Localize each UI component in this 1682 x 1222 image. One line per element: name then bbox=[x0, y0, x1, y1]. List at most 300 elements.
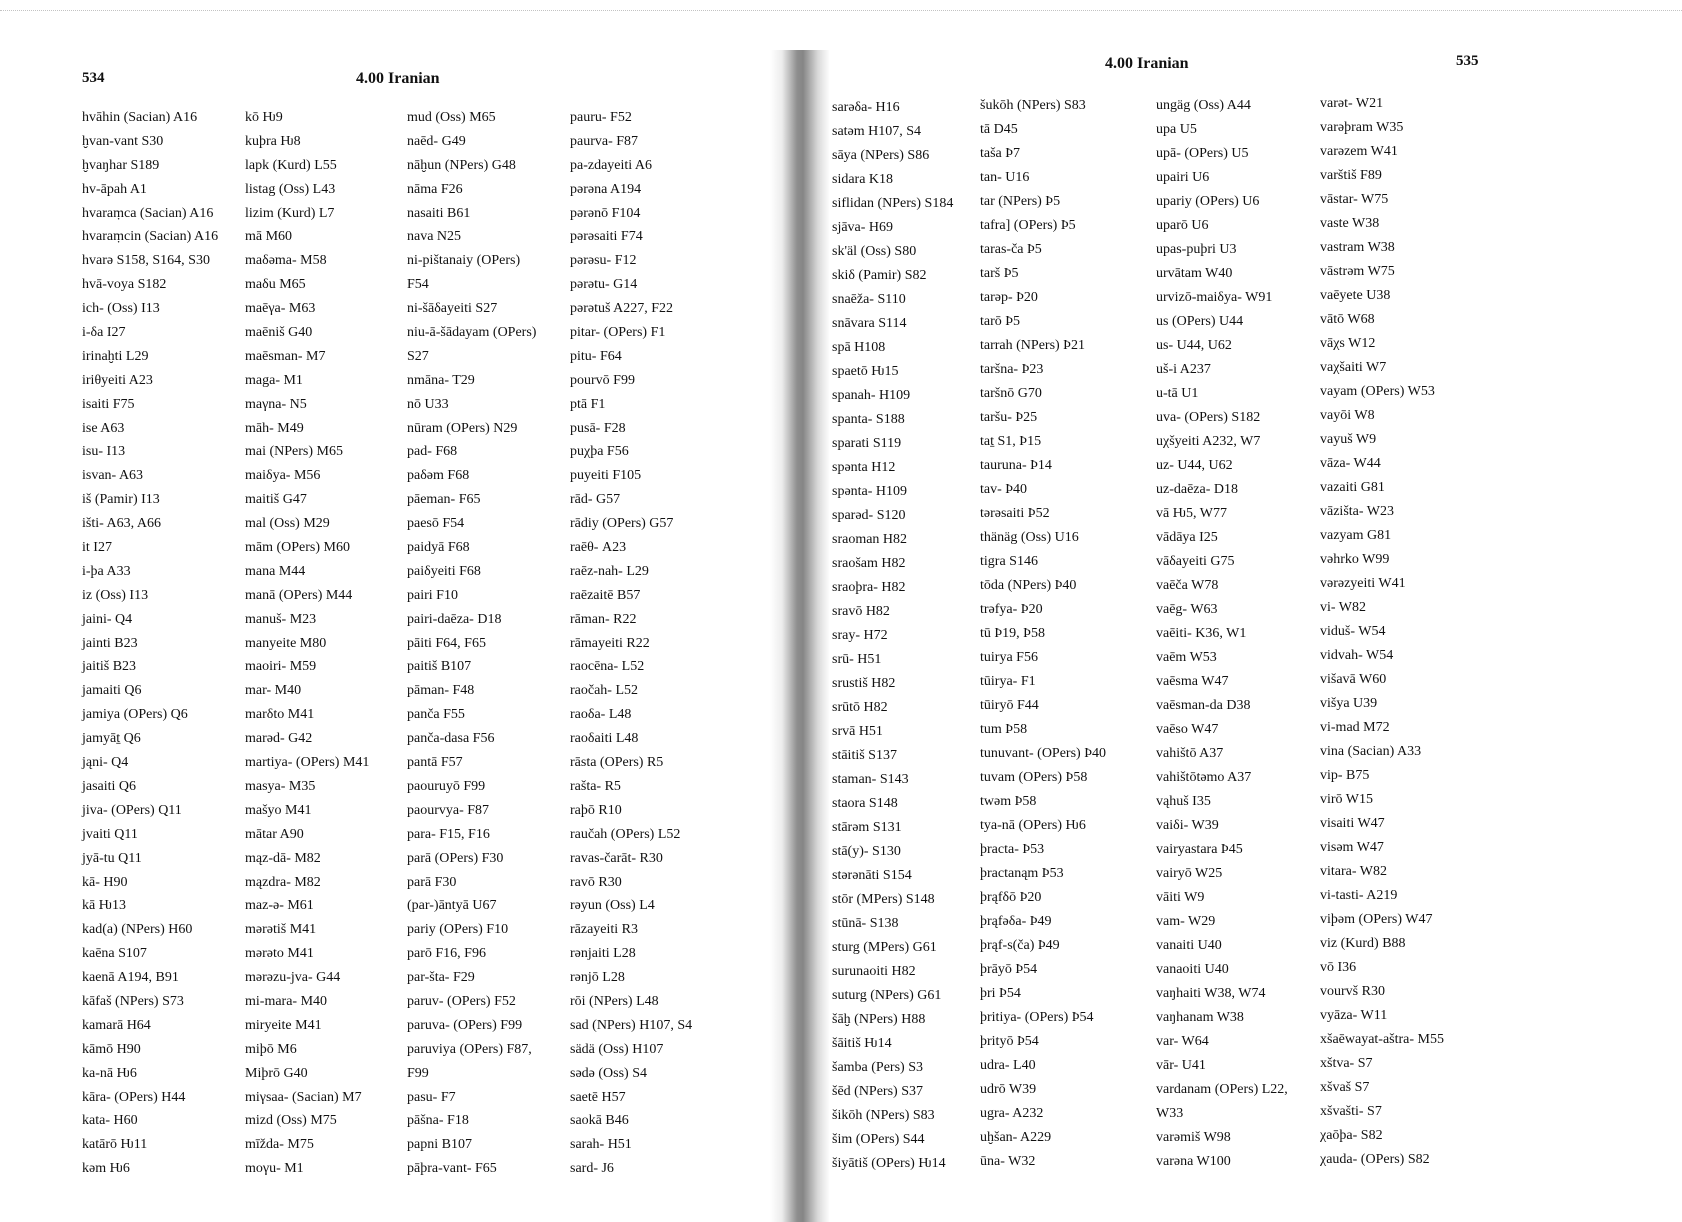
index-entry: tuirya F56 bbox=[980, 650, 1038, 665]
index-entry: vahištōtəmo A37 bbox=[1156, 770, 1252, 785]
index-entry: tuvam (OPers) Þ58 bbox=[980, 770, 1088, 785]
index-entry: tan- U16 bbox=[980, 170, 1030, 185]
index-entry: srustiš H82 bbox=[832, 676, 896, 691]
index-entry: sāya (NPers) S86 bbox=[832, 148, 930, 163]
index-entry: hv-āpah A1 bbox=[82, 181, 147, 197]
index-entry: us- U44, U62 bbox=[1156, 338, 1232, 353]
index-entry: tafra] (OPers) Þ5 bbox=[980, 218, 1076, 233]
index-entry: siflidan (NPers) S184 bbox=[832, 196, 954, 211]
index-entry: isaiti F75 bbox=[82, 396, 135, 412]
index-entry: ḫvan-vant S30 bbox=[82, 133, 164, 149]
index-entry: mud (Oss) M65 bbox=[407, 110, 496, 125]
index-entry: raēz-nah- L29 bbox=[570, 563, 649, 579]
index-entry: maga- M1 bbox=[245, 372, 303, 388]
index-entry: pāiti F64, F65 bbox=[407, 635, 486, 651]
index-entry: jąni- Q4 bbox=[82, 755, 129, 771]
index-entry: viduš- W54 bbox=[1320, 624, 1386, 639]
index-entry: vazyam G81 bbox=[1320, 528, 1392, 543]
index-entry: puyeiti F105 bbox=[570, 468, 642, 484]
index-entry: ka-nā Ƕ6 bbox=[82, 1065, 137, 1081]
index-entry: pāþra-vant- F65 bbox=[407, 1161, 497, 1177]
index-entry: upā- (OPers) U5 bbox=[1156, 146, 1249, 161]
index-entry: kāra- (OPers) H44 bbox=[82, 1089, 186, 1105]
index-entry: ūna- W32 bbox=[980, 1154, 1036, 1169]
index-entry: þri Þ54 bbox=[980, 986, 1021, 1001]
index-entry: pourvō F99 bbox=[570, 372, 635, 388]
index-entry: mərəzu-jva- G44 bbox=[245, 970, 341, 986]
index-entry: var- W64 bbox=[1156, 1034, 1209, 1049]
index-entry: mərəto M41 bbox=[245, 946, 314, 962]
index-entry: S27 bbox=[407, 348, 429, 364]
index-entry: vairyastara Þ45 bbox=[1156, 842, 1243, 857]
index-entry: miryeite M41 bbox=[245, 1017, 322, 1033]
index-entry: lizim (Kurd) L7 bbox=[245, 205, 335, 221]
index-entry: rənjaiti L28 bbox=[570, 946, 636, 962]
index-entry: tarš Þ5 bbox=[980, 266, 1019, 281]
index-entry: vāza- W44 bbox=[1320, 456, 1381, 471]
index-entry: ugra- A232 bbox=[980, 1106, 1044, 1121]
index-entry: ungäg (Oss) A44 bbox=[1156, 98, 1251, 113]
index-entry: rādiy (OPers) G57 bbox=[570, 516, 674, 532]
index-entry: upa U5 bbox=[1156, 122, 1197, 137]
index-entry: mązdra- M82 bbox=[245, 874, 321, 890]
index-entry: pāšna- F18 bbox=[407, 1113, 469, 1129]
index-entry: ravas-čarāt- R30 bbox=[570, 850, 663, 866]
index-entry: rāmayeiti R22 bbox=[570, 635, 650, 651]
index-entry: stərənāti S154 bbox=[832, 868, 912, 883]
page-number: 535 bbox=[1456, 53, 1479, 69]
index-entry: šikōh (NPers) S83 bbox=[832, 1108, 935, 1123]
index-entry: hvāhin (Sacian) A16 bbox=[82, 110, 198, 125]
index-entry: vayōi W8 bbox=[1320, 408, 1375, 423]
index-entry: skiδ (Pamir) S82 bbox=[832, 268, 927, 283]
index-entry: taša Þ7 bbox=[980, 146, 1021, 161]
index-entry: rənjō L28 bbox=[570, 970, 625, 986]
index-entry: tigra S146 bbox=[980, 554, 1038, 569]
index-entry: paouruyō F99 bbox=[407, 778, 486, 794]
index-entry: pariy (OPers) F10 bbox=[407, 922, 509, 938]
index-entry: sjāva- H69 bbox=[832, 220, 894, 235]
index-entry: tav- Þ40 bbox=[980, 482, 1028, 497]
index-entry: rašta- R5 bbox=[570, 778, 621, 794]
index-entry: kəm Ƕ6 bbox=[82, 1161, 130, 1177]
index-entry: vaēso W47 bbox=[1156, 722, 1219, 737]
index-entry: i-þa A33 bbox=[82, 563, 131, 579]
index-entry: spanta- S188 bbox=[832, 412, 905, 427]
index-entry: maδu M65 bbox=[245, 277, 306, 293]
index-entry: kad(a) (NPers) H60 bbox=[82, 922, 193, 938]
index-entry: paiδyeiti F68 bbox=[407, 563, 481, 579]
index-entry: pa-zdayeiti A6 bbox=[570, 157, 653, 173]
index-entry: jaini- Q4 bbox=[82, 611, 133, 627]
index-entry: vip- B75 bbox=[1320, 768, 1370, 783]
index-column-2 bbox=[980, 94, 1106, 1174]
index-entry: para- F15, F16 bbox=[407, 826, 490, 842]
index-entry: šamba (Pers) S3 bbox=[832, 1060, 923, 1075]
index-entry: vina (Sacian) A33 bbox=[1320, 744, 1422, 759]
index-entry: vaēg- W63 bbox=[1156, 602, 1218, 617]
index-entry: jvaiti Q11 bbox=[82, 826, 138, 842]
index-entry: maoiri- M59 bbox=[245, 659, 317, 675]
index-entry: ravō R30 bbox=[570, 874, 622, 890]
index-entry: sraoþra- H82 bbox=[832, 580, 906, 595]
index-entry: vāzišta- W23 bbox=[1320, 504, 1394, 519]
index-entry: mal (Oss) M29 bbox=[245, 516, 330, 532]
index-entry: pantā F57 bbox=[407, 755, 463, 771]
page-number: 534 bbox=[82, 70, 105, 86]
index-entry: raočah- L52 bbox=[570, 683, 639, 699]
index-entry: þractanąm Þ53 bbox=[980, 866, 1064, 881]
index-entry: katārō Ƕ11 bbox=[82, 1137, 148, 1153]
index-entry: urvātam W40 bbox=[1156, 266, 1233, 281]
index-entry: mąz-dā- M82 bbox=[245, 850, 321, 866]
index-entry: sarəδa- H16 bbox=[832, 100, 900, 115]
index-entry: vayam (OPers) W53 bbox=[1320, 384, 1435, 399]
index-entry: iriθyeiti A23 bbox=[82, 372, 153, 388]
index-entry: vātō W68 bbox=[1320, 312, 1375, 327]
index-entry: F99 bbox=[407, 1065, 429, 1081]
index-entry: mar- M40 bbox=[245, 683, 302, 699]
index-entry: isu- I13 bbox=[82, 444, 126, 460]
index-entry: raēθ- A23 bbox=[570, 540, 627, 556]
index-entry: tar (NPers) Þ5 bbox=[980, 194, 1061, 209]
index-entry: sk'äl (Oss) S80 bbox=[832, 244, 917, 259]
index-entry: sray- H72 bbox=[832, 628, 888, 643]
index-entry: varəna W100 bbox=[1156, 1154, 1231, 1169]
index-entry: uparō U6 bbox=[1156, 218, 1209, 233]
index-entry: vāiti W9 bbox=[1156, 890, 1205, 905]
index-entry: vourvš R30 bbox=[1320, 984, 1385, 999]
index-entry: ich- (Oss) I13 bbox=[82, 301, 160, 317]
index-entry: varštiš F89 bbox=[1320, 168, 1382, 183]
index-entry: viþəm (OPers) W47 bbox=[1320, 912, 1433, 927]
index-entry: maitiš G47 bbox=[245, 492, 307, 508]
index-entry: višavā W60 bbox=[1320, 672, 1387, 687]
index-entry: kāmō H90 bbox=[82, 1041, 141, 1057]
index-entry: pərəsu- F12 bbox=[570, 253, 637, 269]
index-entry: jaitiš B23 bbox=[82, 659, 137, 675]
index-entry: varəzem W41 bbox=[1320, 144, 1398, 159]
index-entry: vi- W82 bbox=[1320, 600, 1367, 615]
index-entry: raēzaitē B57 bbox=[570, 587, 641, 603]
index-entry: varəþram W35 bbox=[1320, 120, 1404, 135]
index-entry: udra- L40 bbox=[980, 1058, 1036, 1073]
index-entry: þrityō Þ54 bbox=[980, 1034, 1039, 1049]
index-entry: iš (Pamir) I13 bbox=[82, 492, 160, 508]
index-entry: jiva- (OPers) Q11 bbox=[82, 802, 182, 818]
index-column-1 bbox=[82, 106, 218, 1181]
index-entry: uz-daēza- D18 bbox=[1156, 482, 1239, 497]
index-entry: udrō W39 bbox=[980, 1082, 1037, 1097]
index-entry: tarō Þ5 bbox=[980, 314, 1021, 329]
index-entry: suturg (NPers) G61 bbox=[832, 988, 942, 1003]
index-entry: iz (Oss) I13 bbox=[82, 587, 149, 603]
index-entry: sturg (MPers) G61 bbox=[832, 940, 937, 955]
index-entry: saetē H57 bbox=[570, 1089, 626, 1105]
index-entry: paesō F54 bbox=[407, 516, 465, 532]
index-entry: uva- (OPers) S182 bbox=[1156, 410, 1261, 425]
index-entry: hvaraṃcin (Sacian) A16 bbox=[82, 229, 219, 245]
index-entry: mizd (Oss) M75 bbox=[245, 1113, 337, 1129]
index-entry: šukōh (NPers) S83 bbox=[980, 98, 1086, 113]
index-entry: ni-pištanaiy (OPers) bbox=[407, 253, 521, 269]
index-entry: masya- M35 bbox=[245, 778, 316, 794]
index-entry: kō Ƕ9 bbox=[245, 110, 283, 125]
index-entry: taršu- Þ25 bbox=[980, 410, 1038, 425]
index-entry: kaēna S107 bbox=[82, 946, 147, 962]
index-entry: maēsman- M7 bbox=[245, 348, 326, 364]
index-entry: rōi (NPers) L48 bbox=[570, 993, 659, 1009]
index-entry: vaste W38 bbox=[1320, 216, 1380, 231]
index-entry: raučah (OPers) L52 bbox=[570, 826, 681, 842]
index-entry: uχšyeiti A232, W7 bbox=[1156, 434, 1261, 449]
index-entry: mi-mara- M40 bbox=[245, 993, 328, 1009]
index-entry: rād- G57 bbox=[570, 492, 621, 508]
index-entry: maγna- N5 bbox=[245, 396, 307, 412]
index-entry: nāḫun (NPers) G48 bbox=[407, 157, 516, 173]
index-entry: tūiryō F44 bbox=[980, 698, 1039, 713]
index-entry: vi-tasti- A219 bbox=[1320, 888, 1398, 903]
index-entry: mīžda- M75 bbox=[245, 1137, 314, 1153]
index-entry: tərəsaiti Þ52 bbox=[980, 506, 1050, 521]
index-entry: paruv- (OPers) F52 bbox=[407, 993, 516, 1009]
index-entry: nāma F26 bbox=[407, 181, 463, 197]
index-entry: rəyun (Oss) L4 bbox=[570, 898, 655, 914]
index-entry: tū Þ19, Þ58 bbox=[980, 626, 1045, 641]
index-entry: vaŋhaiti W38, W74 bbox=[1156, 986, 1266, 1001]
index-entry: raoδa- L48 bbox=[570, 707, 632, 723]
index-entry: vitara- W82 bbox=[1320, 864, 1387, 879]
index-entry: W33 bbox=[1156, 1106, 1184, 1121]
index-entry: vādāya I25 bbox=[1156, 530, 1218, 545]
index-entry: hvā-voya S182 bbox=[82, 277, 167, 293]
index-entry: staora S148 bbox=[832, 796, 898, 811]
index-entry: xšvašti- S7 bbox=[1320, 1104, 1382, 1119]
index-entry: vəhrko W99 bbox=[1320, 552, 1390, 567]
index-entry: vaēsman-da D38 bbox=[1156, 698, 1251, 713]
index-entry: vāχs W12 bbox=[1320, 336, 1376, 351]
index-entry: þrąf-s(ča) Þ49 bbox=[980, 938, 1060, 953]
index-entry: jainti B23 bbox=[82, 635, 138, 651]
index-entry: rāsta (OPers) R5 bbox=[570, 755, 664, 771]
index-entry: šāitiš Ƕ14 bbox=[832, 1036, 892, 1051]
index-entry: (par-)āntyā U67 bbox=[407, 898, 497, 914]
index-entry: paurva- F87 bbox=[570, 133, 639, 149]
index-entry: pad- F68 bbox=[407, 444, 458, 460]
index-entry: sparəd- S120 bbox=[832, 508, 906, 523]
index-entry: sard- J6 bbox=[570, 1161, 614, 1177]
index-entry: spənta- H109 bbox=[832, 484, 908, 499]
index-entry: i-δa I27 bbox=[82, 325, 126, 341]
index-entry: upariy (OPers) U6 bbox=[1156, 194, 1260, 209]
index-entry: vaēiti- K36, W1 bbox=[1156, 626, 1247, 641]
index-entry: srūtō H82 bbox=[832, 700, 888, 715]
index-entry: u-tā U1 bbox=[1156, 386, 1199, 401]
index-entry: jyā-tu Q11 bbox=[82, 850, 142, 866]
index-entry: pairi F10 bbox=[407, 587, 458, 603]
index-entry: vardanam (OPers) L22, bbox=[1156, 1082, 1288, 1097]
index-entry: manuš- M23 bbox=[245, 611, 317, 627]
index-entry: pitu- F64 bbox=[570, 348, 622, 364]
index-entry: vąhuš I35 bbox=[1156, 794, 1211, 809]
index-entry: sraoman H82 bbox=[832, 532, 908, 547]
index-entry: sədə (Oss) S4 bbox=[570, 1065, 647, 1081]
index-entry: srvā H51 bbox=[832, 724, 883, 739]
index-entry: spənta H12 bbox=[832, 460, 896, 475]
index-entry: marəd- G42 bbox=[245, 731, 313, 747]
index-entry: viz (Kurd) B88 bbox=[1320, 936, 1406, 951]
index-entry: srū- H51 bbox=[832, 652, 882, 667]
index-entry: vazaiti G81 bbox=[1320, 480, 1385, 495]
index-entry: tā D45 bbox=[980, 122, 1018, 137]
index-entry: tōda (NPers) Þ40 bbox=[980, 578, 1077, 593]
index-entry: rāzayeiti R3 bbox=[570, 922, 639, 938]
index-entry: paruviya (OPers) F87, bbox=[407, 1041, 532, 1057]
index-entry: sparati S119 bbox=[832, 436, 902, 451]
index-entry: mərətiš M41 bbox=[245, 922, 317, 938]
index-entry: kuþra Ƕ8 bbox=[245, 133, 301, 149]
index-entry: visəm W47 bbox=[1320, 840, 1384, 855]
index-entry: hvaraṃca (Sacian) A16 bbox=[82, 205, 214, 221]
index-entry: tarrah (NPers) Þ21 bbox=[980, 338, 1085, 353]
index-entry: taras-ča Þ5 bbox=[980, 242, 1042, 257]
index-entry: nmāna- T29 bbox=[407, 372, 475, 388]
index-entry: vaēsma W47 bbox=[1156, 674, 1229, 689]
index-entry: vaχšaiti W7 bbox=[1320, 360, 1387, 375]
index-entry: kā- H90 bbox=[82, 874, 128, 890]
index-entry: šiyātiš (OPers) Ƕ14 bbox=[832, 1156, 946, 1171]
index-entry: trəfya- Þ20 bbox=[980, 602, 1043, 617]
index-entry: vayuš W9 bbox=[1320, 432, 1377, 447]
index-entry: paitiš B107 bbox=[407, 659, 472, 675]
index-entry: spaetō Ƕ15 bbox=[832, 364, 899, 379]
index-entry: vanaoiti U40 bbox=[1156, 962, 1229, 977]
index-entry: us (OPers) U44 bbox=[1156, 314, 1244, 329]
index-entry: χaōþa- S82 bbox=[1320, 1128, 1383, 1143]
index-column-3 bbox=[1156, 94, 1288, 1174]
index-entry: jamiya (OPers) Q6 bbox=[82, 707, 188, 723]
index-entry: manā (OPers) M44 bbox=[245, 587, 353, 603]
index-entry: tauruna- Þ14 bbox=[980, 458, 1052, 473]
index-entry: ptā F1 bbox=[570, 396, 606, 412]
index-entry: þritiya- (OPers) Þ54 bbox=[980, 1010, 1094, 1025]
index-entry: parō F16, F96 bbox=[407, 946, 486, 962]
index-entry: vam- W29 bbox=[1156, 914, 1216, 929]
index-entry: pərətu- G14 bbox=[570, 277, 638, 293]
index-entry: sad (NPers) H107, S4 bbox=[570, 1017, 693, 1033]
index-column-2 bbox=[245, 106, 369, 1181]
index-entry: vanaiti U40 bbox=[1156, 938, 1222, 953]
index-entry: spanah- H109 bbox=[832, 388, 911, 403]
index-entry: hvarə S158, S164, S30 bbox=[82, 253, 210, 269]
index-entry: spā H108 bbox=[832, 340, 886, 355]
index-entry: rāman- R22 bbox=[570, 611, 637, 627]
index-entry: vastram W38 bbox=[1320, 240, 1395, 255]
index-entry: vāstar- W75 bbox=[1320, 192, 1389, 207]
index-entry: varət- W21 bbox=[1320, 96, 1384, 111]
index-entry: mām (OPers) M60 bbox=[245, 540, 350, 556]
index-entry: naēd- G49 bbox=[407, 133, 466, 149]
index-entry: paδəm F68 bbox=[407, 468, 470, 484]
index-entry: papni B107 bbox=[407, 1137, 472, 1153]
index-entry: xšvaš S7 bbox=[1320, 1080, 1370, 1095]
index-entry: þrąfəδa- Þ49 bbox=[980, 914, 1052, 929]
index-entry: tya-nā (OPers) Ƕ6 bbox=[980, 818, 1086, 833]
index-entry: ise A63 bbox=[82, 420, 125, 436]
index-entry: tunuvant- (OPers) Þ40 bbox=[980, 746, 1106, 761]
index-entry: stōr (MPers) S148 bbox=[832, 892, 935, 907]
index-column-1 bbox=[832, 96, 953, 1176]
index-entry: jamaiti Q6 bbox=[82, 683, 142, 699]
index-entry: vār- U41 bbox=[1156, 1058, 1206, 1073]
index-entry: niu-ā-šādayam (OPers) bbox=[407, 325, 537, 341]
index-entry: kaenā A194, B91 bbox=[82, 970, 179, 986]
index-entry: maēγa- M63 bbox=[245, 301, 316, 317]
index-entry: upas-puþri U3 bbox=[1156, 242, 1237, 257]
index-entry: vairyō W25 bbox=[1156, 866, 1223, 881]
index-entry: kata- H60 bbox=[82, 1113, 138, 1129]
index-entry: pərəna A194 bbox=[570, 181, 642, 197]
index-entry: taršna- Þ23 bbox=[980, 362, 1044, 377]
index-entry: kāfaš (NPers) S73 bbox=[82, 993, 184, 1009]
index-entry: vi-mad M72 bbox=[1320, 720, 1390, 735]
index-entry: vāstrəm W75 bbox=[1320, 264, 1395, 279]
index-entry: xšaēwayat-aštra- M55 bbox=[1320, 1032, 1445, 1047]
left-page bbox=[0, 0, 800, 1222]
index-entry: vyāza- W11 bbox=[1320, 1008, 1388, 1023]
index-entry: vaiδi- W39 bbox=[1156, 818, 1219, 833]
index-entry: puχþa F56 bbox=[570, 444, 629, 460]
index-entry: manyeite M80 bbox=[245, 635, 327, 651]
index-entry: kamarā H64 bbox=[82, 1017, 151, 1033]
index-entry: þracta- Þ53 bbox=[980, 842, 1045, 857]
index-entry: vaēča W78 bbox=[1156, 578, 1219, 593]
index-entry: uz- U44, U62 bbox=[1156, 458, 1233, 473]
index-entry: tum Þ58 bbox=[980, 722, 1028, 737]
index-entry: satəm H107, S4 bbox=[832, 124, 922, 139]
index-entry: raþō R10 bbox=[570, 802, 622, 818]
index-entry: maiδya- M56 bbox=[245, 468, 321, 484]
index-entry: martiya- (OPers) M41 bbox=[245, 755, 370, 771]
index-entry: vaŋhanam W38 bbox=[1156, 1010, 1244, 1025]
index-entry: mā M60 bbox=[245, 229, 293, 245]
index-entry: panča-dasa F56 bbox=[407, 731, 495, 747]
index-entry: pərənō F104 bbox=[570, 205, 641, 221]
index-entry: šēd (NPers) S37 bbox=[832, 1084, 923, 1099]
index-entry: jasaiti Q6 bbox=[82, 778, 137, 794]
index-entry: stūnā- S138 bbox=[832, 916, 899, 931]
index-entry: sarah- H51 bbox=[570, 1137, 632, 1153]
index-entry: nava N25 bbox=[407, 229, 462, 245]
index-entry: lapk (Kurd) L55 bbox=[245, 157, 337, 173]
index-entry: miþō M6 bbox=[245, 1041, 297, 1057]
index-entry: upairi U6 bbox=[1156, 170, 1210, 185]
index-entry: miγsaa- (Sacian) M7 bbox=[245, 1089, 362, 1105]
index-entry: pairi-daēza- D18 bbox=[407, 611, 502, 627]
index-entry: paruva- (OPers) F99 bbox=[407, 1017, 523, 1033]
page-title: 4.00 Iranian bbox=[1105, 55, 1189, 72]
right-page bbox=[810, 0, 1682, 1222]
index-entry: sidara K18 bbox=[832, 172, 894, 187]
index-entry: uš-i A237 bbox=[1156, 362, 1211, 377]
index-entry: irinaḫti L29 bbox=[82, 348, 149, 364]
index-entry: stārəm S131 bbox=[832, 820, 902, 835]
index-entry: marδto M41 bbox=[245, 707, 315, 723]
index-entry: xštva- S7 bbox=[1320, 1056, 1373, 1071]
index-column-3 bbox=[407, 106, 536, 1181]
index-entry: surunaoiti H82 bbox=[832, 964, 916, 979]
index-entry: nasaiti B61 bbox=[407, 205, 471, 221]
